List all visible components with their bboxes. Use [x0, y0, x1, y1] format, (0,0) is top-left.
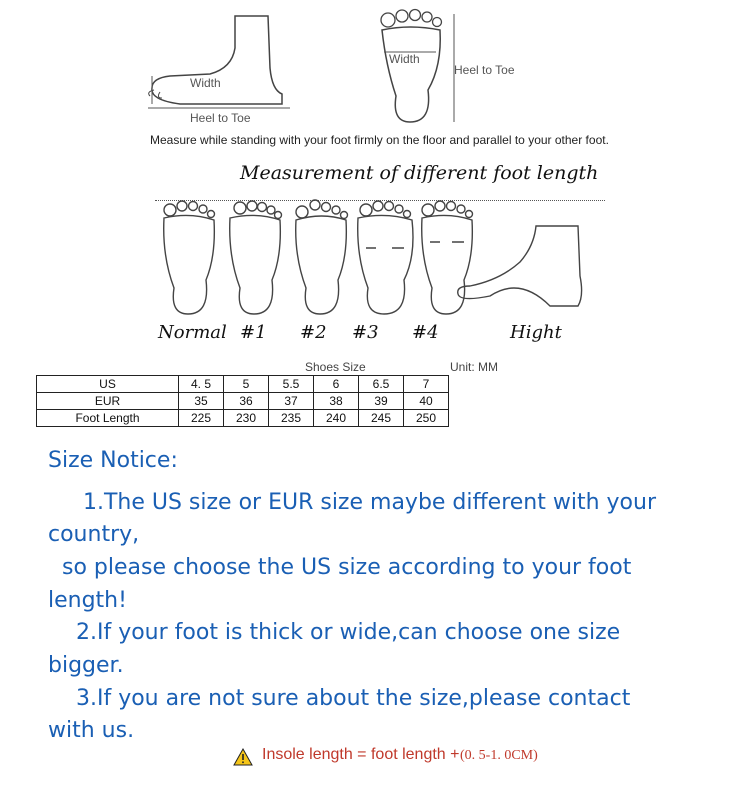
notice-heading: Size Notice:: [48, 448, 178, 473]
table-cell: 250: [404, 410, 449, 427]
notice-line: country,: [48, 522, 140, 547]
notice-line: with us.: [48, 718, 135, 743]
warning-icon: [233, 748, 253, 766]
table-cell: 5: [224, 376, 269, 393]
table-cell: 35: [179, 393, 224, 410]
table-caption: Shoes Size: [305, 360, 366, 374]
table-cell: 230: [224, 410, 269, 427]
table-row-us: [37, 376, 449, 393]
size-table: [36, 375, 449, 427]
foot-high-arch-shape: [458, 226, 582, 306]
caption-high: Hight: [510, 322, 562, 343]
table-cell: 4. 5: [179, 376, 224, 393]
row-label: Foot Length: [37, 410, 179, 427]
table-cell: 36: [224, 393, 269, 410]
caption-2: #2: [300, 322, 327, 343]
measure-instruction: Measure while standing with your foot firmly on the floor and parallel to your other foot.: [150, 133, 609, 147]
table-cell: 245: [359, 410, 404, 427]
foot-3-shape: [358, 201, 413, 314]
table-cell: 7: [404, 376, 449, 393]
table-row-eur: [37, 393, 449, 410]
sole-heel-to-toe-label: Heel to Toe: [454, 63, 515, 77]
foot-2-shape: [296, 200, 348, 314]
caption-4: #4: [412, 322, 439, 343]
caption-normal: Normal: [158, 322, 227, 343]
notice-line: 2.If your foot is thick or wide,can choose one size: [48, 620, 621, 645]
table-cell: 240: [314, 410, 359, 427]
notice-line: 1.The US size or EUR size maybe different with your: [48, 490, 656, 515]
table-unit: Unit: MM: [450, 360, 498, 374]
foot-4-shape: [422, 201, 473, 314]
foot-1-shape: [230, 201, 282, 314]
caption-3: #3: [352, 322, 379, 343]
caption-1: #1: [240, 322, 267, 343]
diagram-title: Measurement of different foot length: [240, 162, 599, 184]
table-cell: 235: [269, 410, 314, 427]
notice-line: so please choose the US size according to your foot: [48, 555, 632, 580]
side-heel-to-toe-label: Heel to Toe: [190, 111, 251, 125]
notice-line: length!: [48, 588, 127, 613]
foot-type-illustrations: [150, 196, 590, 320]
side-width-label: Width: [190, 76, 221, 90]
table-cell: 6: [314, 376, 359, 393]
row-label: EUR: [37, 393, 179, 410]
table-row-foot-length: [37, 410, 449, 427]
insole-tolerance: (0. 5-1. 0CM): [460, 748, 538, 763]
table-cell: 38: [314, 393, 359, 410]
table-cell: 37: [269, 393, 314, 410]
insole-note: Insole length = foot length +: [262, 746, 460, 763]
foot-normal-shape: [164, 201, 215, 314]
table-cell: 225: [179, 410, 224, 427]
table-cell: 39: [359, 393, 404, 410]
table-cell: 5.5: [269, 376, 314, 393]
sole-width-label: Width: [389, 52, 420, 66]
notice-line: 3.If you are not sure about the size,please contact: [48, 686, 631, 711]
table-cell: 40: [404, 393, 449, 410]
table-cell: 6.5: [359, 376, 404, 393]
notice-line: bigger.: [48, 653, 124, 678]
row-label: US: [37, 376, 179, 393]
